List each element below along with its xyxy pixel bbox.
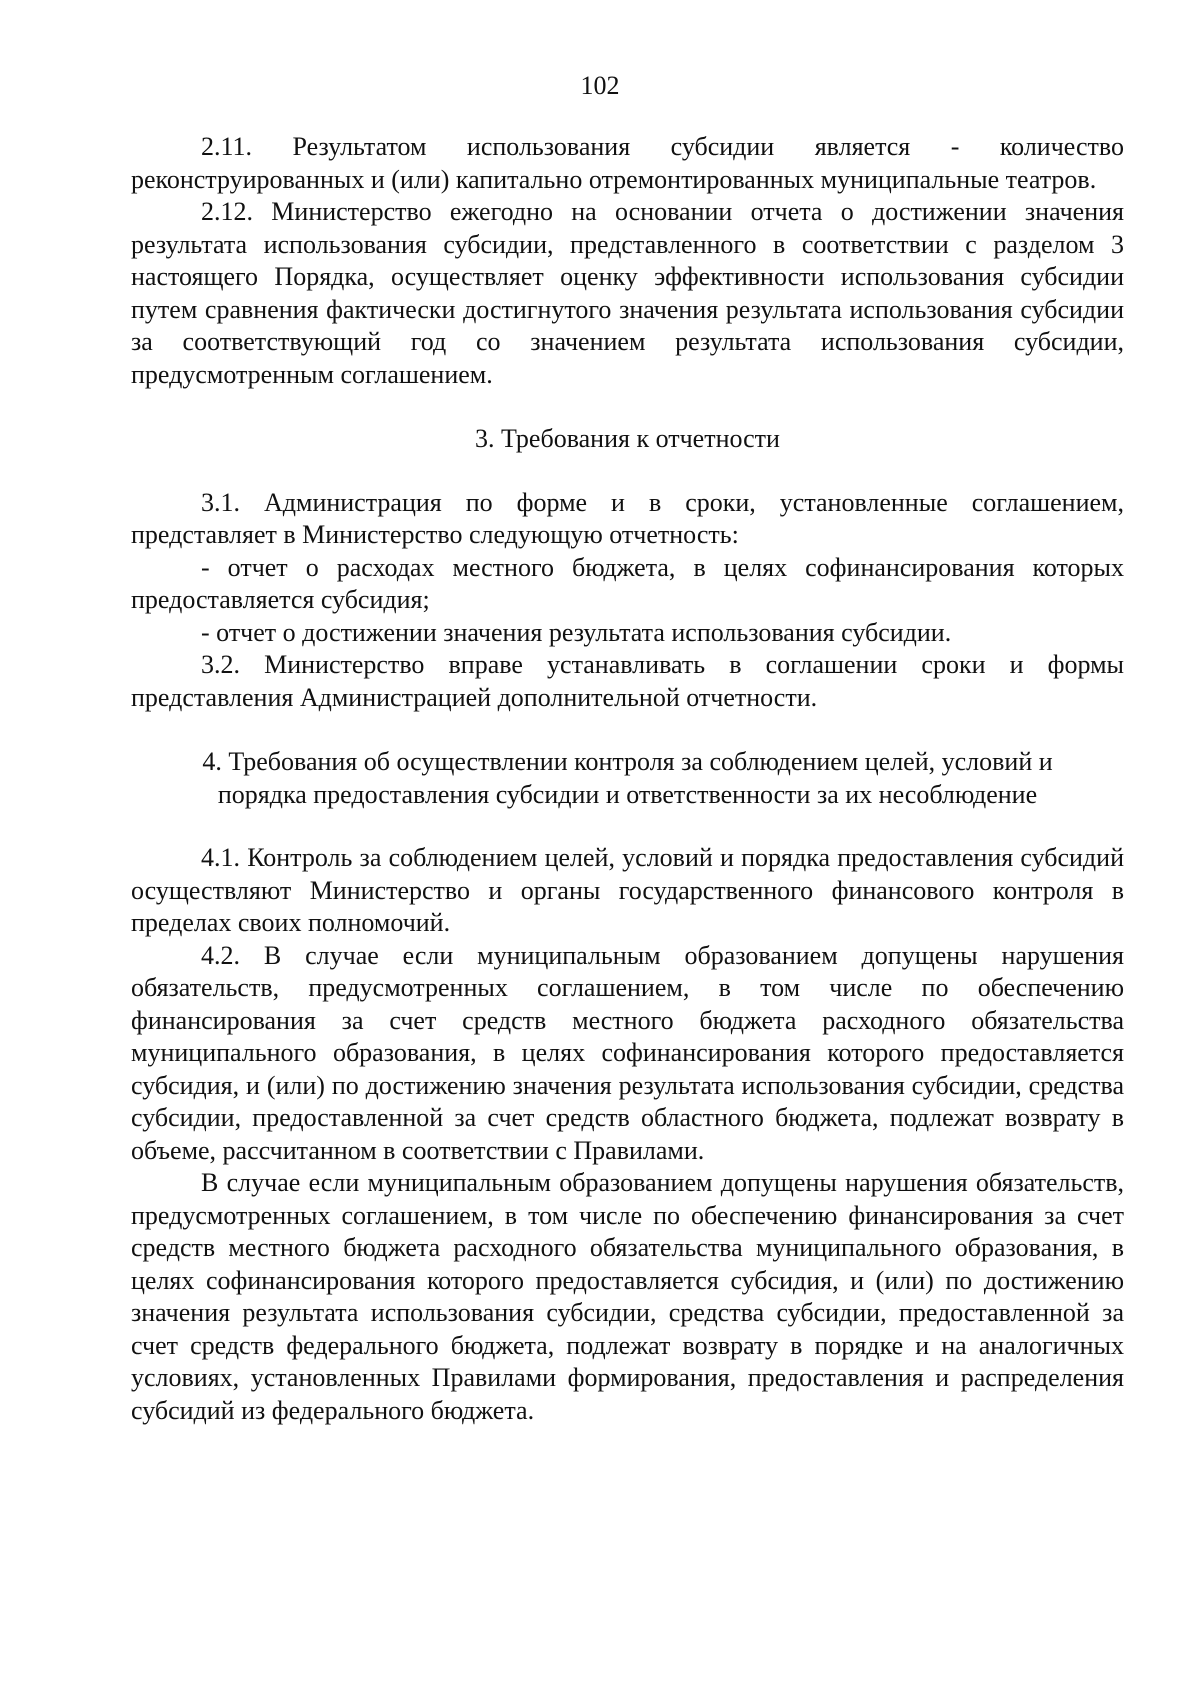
paragraph-3-2: 3.2. Министерство вправе устанавливать в соглашении сроки и формы представления Администрацией дополнительной отчетности. <box>131 650 1124 712</box>
paragraph-4-1: 4.1. Контроль за соблюдением целей, условий и порядка предоставления субсидий осуществляют Министерство и органы государственного финансового контроля в пределах своих полномочий. <box>131 843 1124 937</box>
list-item-expense-report: - отчет о расходах местного бюджета, в целях софинансирования которых предоставляется субсидия; <box>131 552 1124 614</box>
paragraph-2-12: 2.12. Министерство ежегодно на основании отчета о достижении значения результата использования субсидии, представленного в соответствии с разделом 3 настоящего Порядка, осуществляет оценку эффективности использования субсидии путем сравнения фактически достигнутого значения результата использования субсидии за соответствующий год со значением результата использования субсидии, предусмотренным соглашением. <box>131 197 1124 389</box>
list-item-result-report: - отчет о достижении значения результата использования субсидии. <box>201 617 952 647</box>
paragraph-4-2: 4.2. В случае если муниципальным образованием допущены нарушения обязательств, предусмотренных соглашением, в том числе по обеспечению финансирования за счет средств местного бюджета расходного обязательства муниципального образования, в целях софинансирования которого предоставляется субсидия, и (или) по достижению значения результата использования субсидии, средства субсидии, предоставленной за счет средств областного бюджета, подлежат возврату в объеме, рассчитанном в соответствии с Правилами. <box>131 940 1124 1165</box>
page-number: 102 <box>580 71 620 100</box>
section-4-heading-line-1: 4. Требования об осуществлении контроля за соблюдением целей, условий и <box>202 747 1053 776</box>
section-4-heading-line-2: порядка предоставления субсидии и ответственности за их несоблюдение <box>217 779 1038 809</box>
document-body <box>131 131 1124 1427</box>
paragraph-2-11: 2.11. Результатом использования субсидии является - количество реконструированных и (или) капитально отремонтированных муниципальные театров. <box>131 132 1124 194</box>
paragraph-3-1: 3.1. Администрация по форме и в сроки, установленные соглашением, представляет в Министерство следующую отчетность: <box>131 487 1124 549</box>
section-3-heading: 3. Требования к отчетности <box>475 424 780 453</box>
paragraph-4-2-federal: В случае если муниципальным образованием допущены нарушения обязательств, предусмотренных соглашением, в том числе по обеспечению финансирования за счет средств местного бюджета расходного обязательства муниципального образования, в целях софинансирования которого предоставляется субсидия, и (или) по достижению значения результата использования субсидии, средства субсидии, предоставленной за счет средств федерального бюджета, подлежат возврату в порядке и на аналогичных условиях, установленных Правилами формирования, предоставления и распределения субсидий из федерального бюджета. <box>131 1168 1124 1425</box>
section-4-heading <box>131 746 1124 811</box>
